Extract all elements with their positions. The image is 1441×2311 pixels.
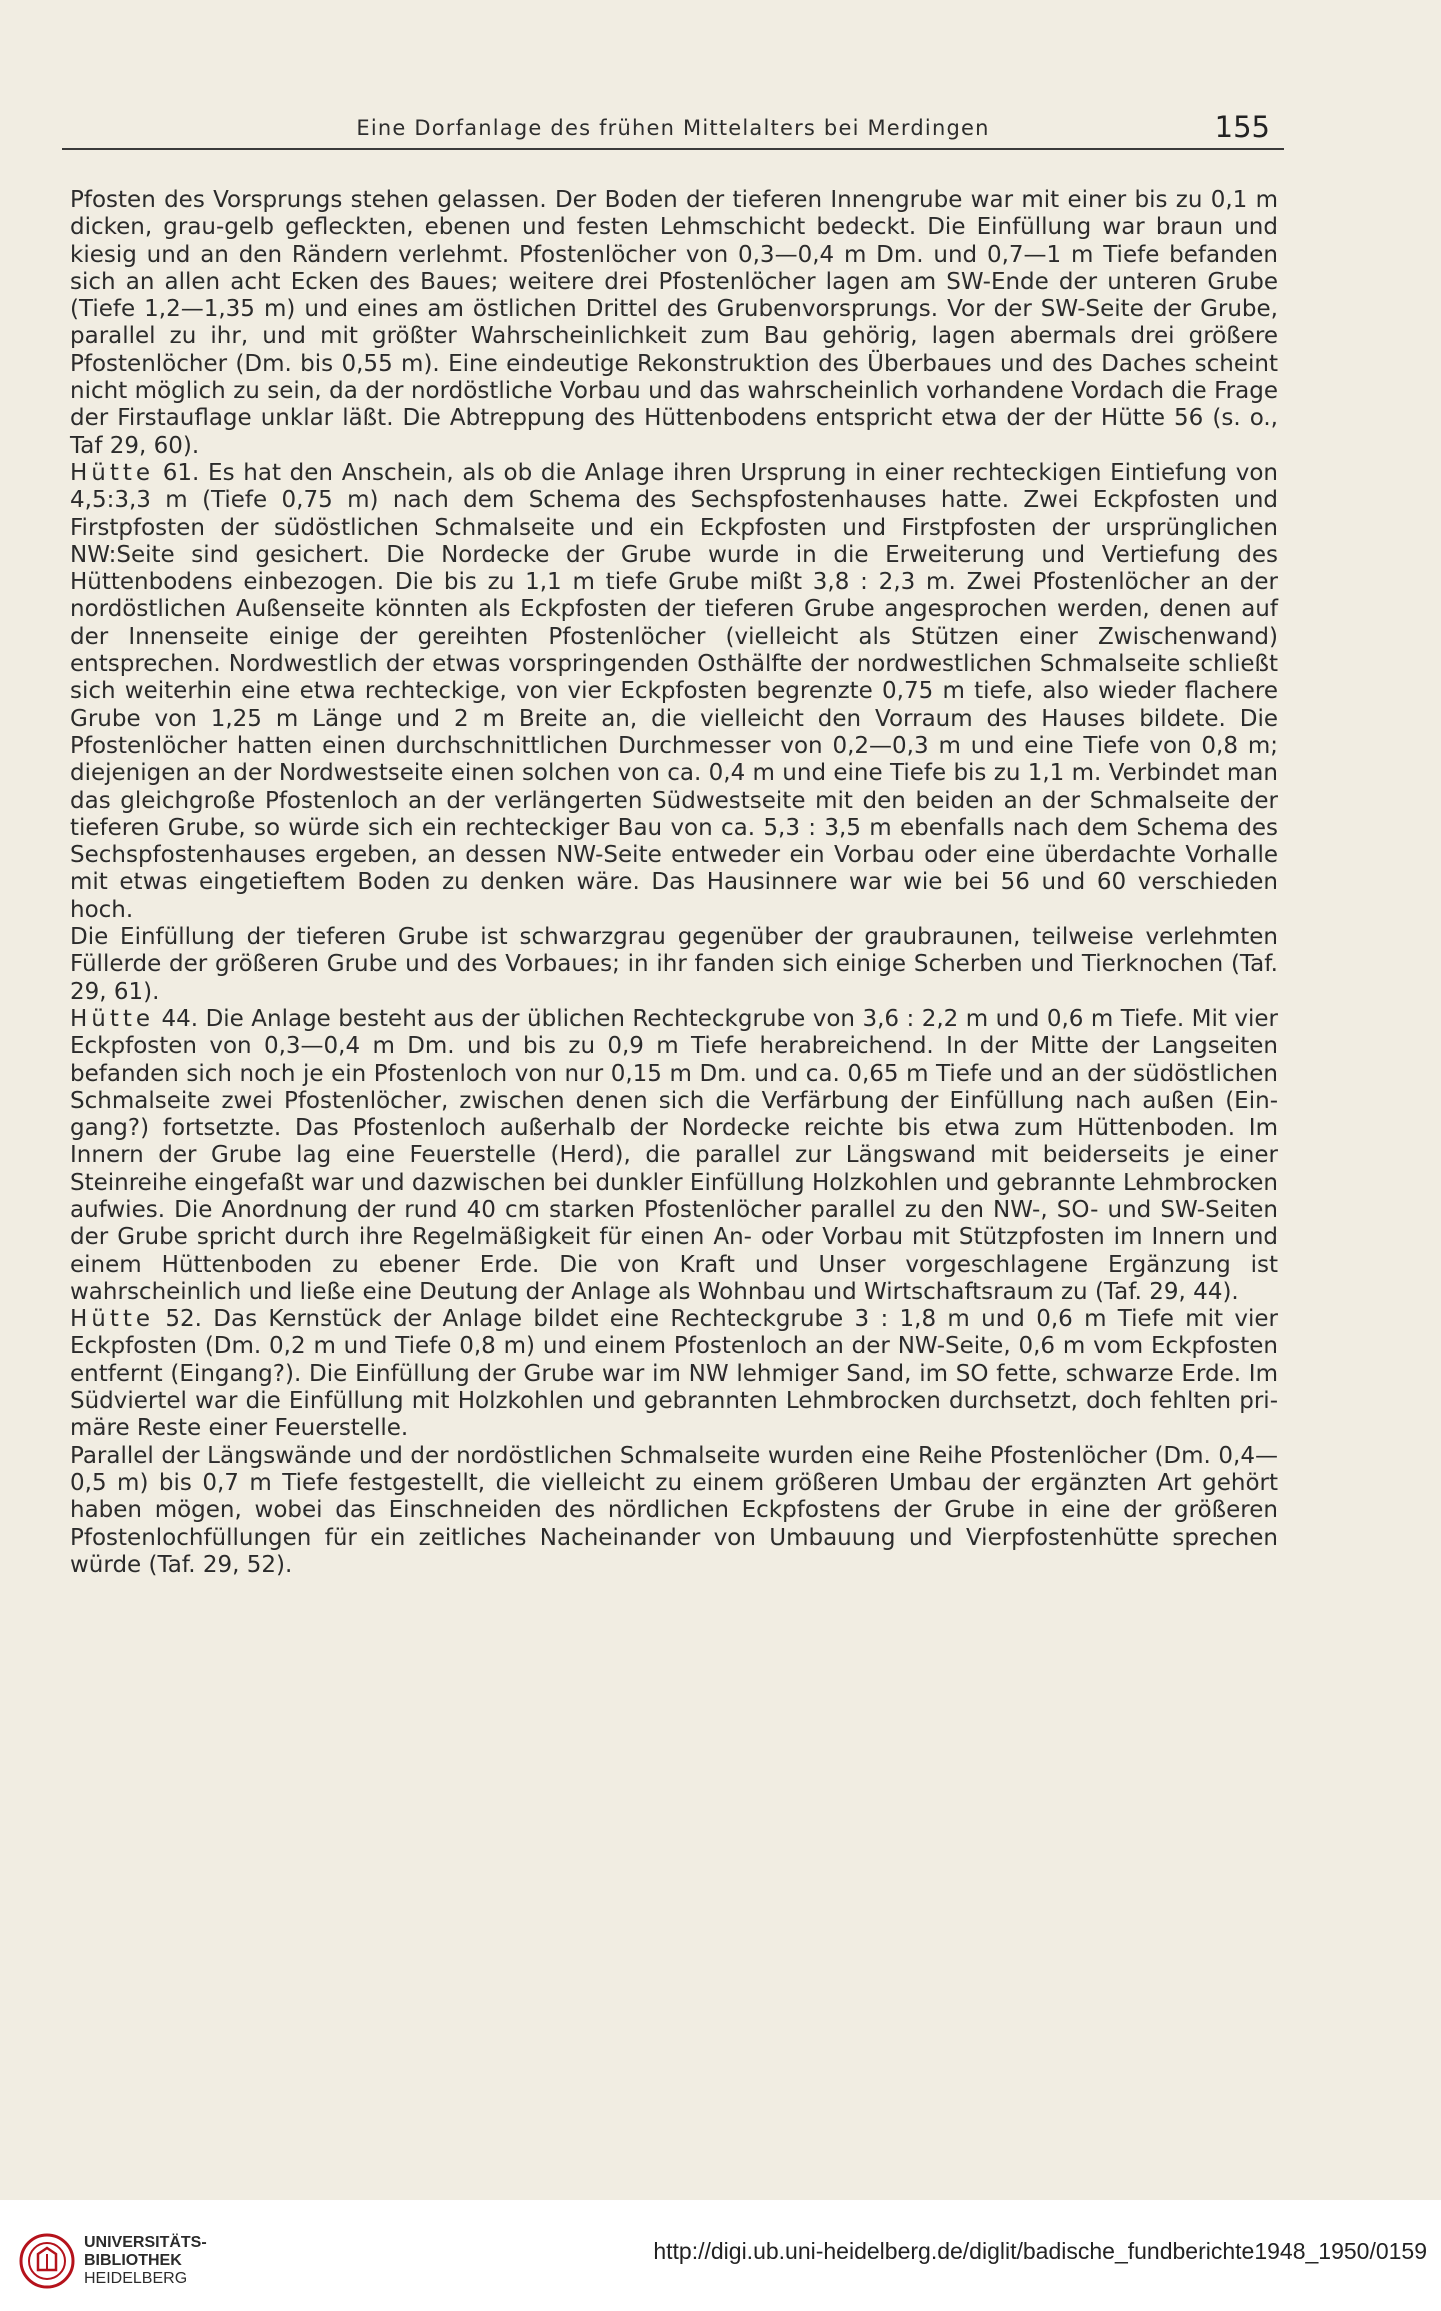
paragraph <box>70 460 1278 924</box>
library-line: BIBLIOTHEK <box>84 2252 182 2269</box>
paragraph-text: Pfosten des Vorsprungs stehen gelassen. Der Boden der tieferen Innengrube war mit einer bis zu 0,1 m dicken, grau-gelb gefleckten, ebenen und festen Lehmschicht bedeckt. Die Einfüllung war braun und kiesig und an den Rändern verlehmt. Pfostenlöcher von 0,3—0,4 m Dm. und 0,7—1 m Tiefe befanden sich an allen acht Ecken des Baues; weitere drei Pfostenlöcher lagen am SW-Ende der unteren Grube (Tiefe 1,2—1,35 m) und eines am östlichen Drittel des Grubenvorsprungs. Vor der SW-Seite der Grube, parallel zu ihr, und mit größter Wahrscheinlichkeit zum Bau gehörig, lagen abermals drei größere Pfostenlöcher (Dm. bis 0,55 m). Eine eindeutige Rekonstruktion des Überbaues und des Daches scheint nicht möglich zu sein, da der nordöstliche Vorbau und das wahrscheinlich vorhandene Vordach die Frage der Firstauflage unklar läßt. Die Abtreppung des Hüttenbodens entspricht etwa der der Hütte 56 (s. o., Taf 29, 60). <box>70 187 1278 459</box>
paragraph <box>70 1443 1278 1579</box>
paragraph <box>70 187 1278 460</box>
paragraph-text: Parallel der Längswände und der nordöstlichen Schmalseite wurden eine Reihe Pfostenlöcher (Dm. 0,4—0,5 m) bis 0,7 m Tiefe festgestellt, die vielleicht zu einem größeren Umbau der ergänzten Art gehört haben mögen, wobei das Einschneiden des nördlichen Eckpfostens der Grube in eine der größeren Pfostenlochfüllungen für ein zeitliches Nacheinander von Umbauung und Vierpfostenhütte sprechen würde (Taf. 29, 52). <box>70 1442 1278 1578</box>
paragraph-text: Die Einfüllung der tieferen Grube ist schwarzgrau gegenüber der graubraunen, teilweise verlehmten Füllerde der größeren Grube und des Vorbaues; in ihr fanden sich einige Scherben und Tierknochen (Taf. 29, 61). <box>70 924 1278 1005</box>
permalink-url[interactable]: http://digi.ub.uni-heidelberg.de/diglit/badische_fundberichte1948_1950/0159 <box>653 2238 1427 2264</box>
library-line: HEIDELBERG <box>84 2270 188 2287</box>
paragraph-text: 44. Die Anlage besteht aus der üblichen Rechteckgrube von 3,6 : 2,2 m und 0,6 m Tiefe. Mit vier Eckpfosten von 0,3—0,4 m Dm. und bis zu 0,9 m Tiefe herabreichend. In der Mitte der Langseiten befanden sich noch je ein Pfostenloch von nur 0,15 m Dm. und ca. 0,65 m Tiefe und an der südöstlichen Schmalseite zwei Pfostenlöcher, zwischen denen sich die Verfärbung der Einfüllung nach außen (Eingang?) fortsetzte. Das Pfostenloch außerhalb der Nordecke reichte bis etwa zum Hüttenboden. Im Innern der Grube lag eine Feuerstelle (Herd), die parallel zur Längswand mit beiderseits je einer Steinreihe eingefaßt war und dazwischen bei dunkler Einfüllung Holzkohlen und gebrannte Lehmbrocken aufwies. Die Anordnung der rund 40 cm starken Pfostenlöcher parallel zu den NW-, SO- und SW-Seiten der Grube spricht durch ihre Regelmäßigkeit für einen An- oder Vorbau mit Stützpfosten im Innern und einem Hüttenboden zu ebener Erde. Die von Kraft und Unser vorgeschlagene Ergänzung ist wahrscheinlich und ließe eine Deutung der Anlage als Wohnbau und Wirtschaftsraum zu (Taf. 29, 44). <box>70 1005 1278 1305</box>
paragraph <box>70 1306 1278 1442</box>
viewer-footer <box>0 2200 1441 2311</box>
paragraph-text: 52. Das Kernstück der Anlage bildet eine Rechteckgrube 3 : 1,8 m und 0,6 m Tiefe mit vier Eckpfosten (Dm. 0,2 m und Tiefe 0,8 m) und einem Pfostenloch an der NW-Seite, 0,6 m vom Eckpfosten entfernt (Eingang?). Die Einfüllung der Grube war im NW lehmiger Sand, im SO fette, schwarze Erde. Im Südviertel war die Einfüllung mit Holzkohlen und gebrannten Lehmbrocken durchsetzt, doch fehlten primäre Reste einer Feuerstelle. <box>70 1306 1278 1442</box>
hut-heading: Hütte <box>70 459 155 486</box>
paragraph <box>70 1006 1278 1306</box>
library-name <box>84 2234 207 2288</box>
paragraph <box>70 924 1278 1006</box>
paragraph-text: 61. Es hat den Anschein, als ob die Anlage ihren Ursprung in einer rechteckigen Eintiefung von 4,5:3,3 m (Tiefe 0,75 m) nach dem Schema des Sechspfostenhauses hatte. Zwei Eckpfosten und Firstpfosten der südöstlichen Schmalseite und ein Eckpfosten und Firstpfosten der ursprünglichen NW:Seite sind gesichert. Die Nordecke der Grube wurde in die Erweiterung und Vertiefung des Hüttenbodens einbezogen. Die bis zu 1,1 m tiefe Grube mißt 3,8 : 2,3 m. Zwei Pfostenlöcher an der nordöstlichen Außenseite könnten als Eckpfosten der tieferen Grube angesprochen werden, denen auf der Innenseite einige der gereihten Pfostenlöcher (vielleicht als Stützen einer Zwischenwand) entsprechen. Nordwestlich der etwas vorspringenden Osthälfte der nordwestlichen Schmalseite schließt sich weiterhin eine etwa rechteckige, von vier Eckpfosten begrenzte 0,75 m tiefe, also wieder flachere Grube von 1,25 m Länge und 2 m Breite an, die vielleicht den Vorraum des Hauses bildete. Die Pfostenlöcher hatten einen durchschnittlichen Durchmesser von 0,2—0,3 m und eine Tiefe von 0,8 m; diejenigen an der Nordwestseite einen solchen von ca. 0,4 m und eine Tiefe bis zu 1,1 m. Verbindet man das gleichgroße Pfostenloch an der verlängerten Südwestseite mit den beiden an der Schmalseite der tieferen Grube, so würde sich ein rechteckiger Bau von ca. 5,3 : 3,5 m ebenfalls nach dem Schema des Sechspfostenhauses ergeben, an dessen NW-Seite entweder ein Vorbau oder eine überdachte Vorhalle mit etwas eingetieftem Boden zu denken wäre. Das Hausinnere war wie bei 56 und 60 verschieden hoch. <box>70 459 1278 923</box>
page-header <box>62 108 1284 150</box>
running-title: Eine Dorfanlage des frühen Mittelalters bei Merdingen <box>356 116 990 140</box>
hut-heading: Hütte <box>70 1306 155 1333</box>
library-line: UNIVERSITÄTS- <box>84 2234 207 2251</box>
hut-heading: Hütte <box>70 1005 155 1032</box>
page-number: 155 <box>1214 110 1270 144</box>
body-text <box>70 187 1278 1579</box>
university-seal-icon <box>18 2232 76 2290</box>
